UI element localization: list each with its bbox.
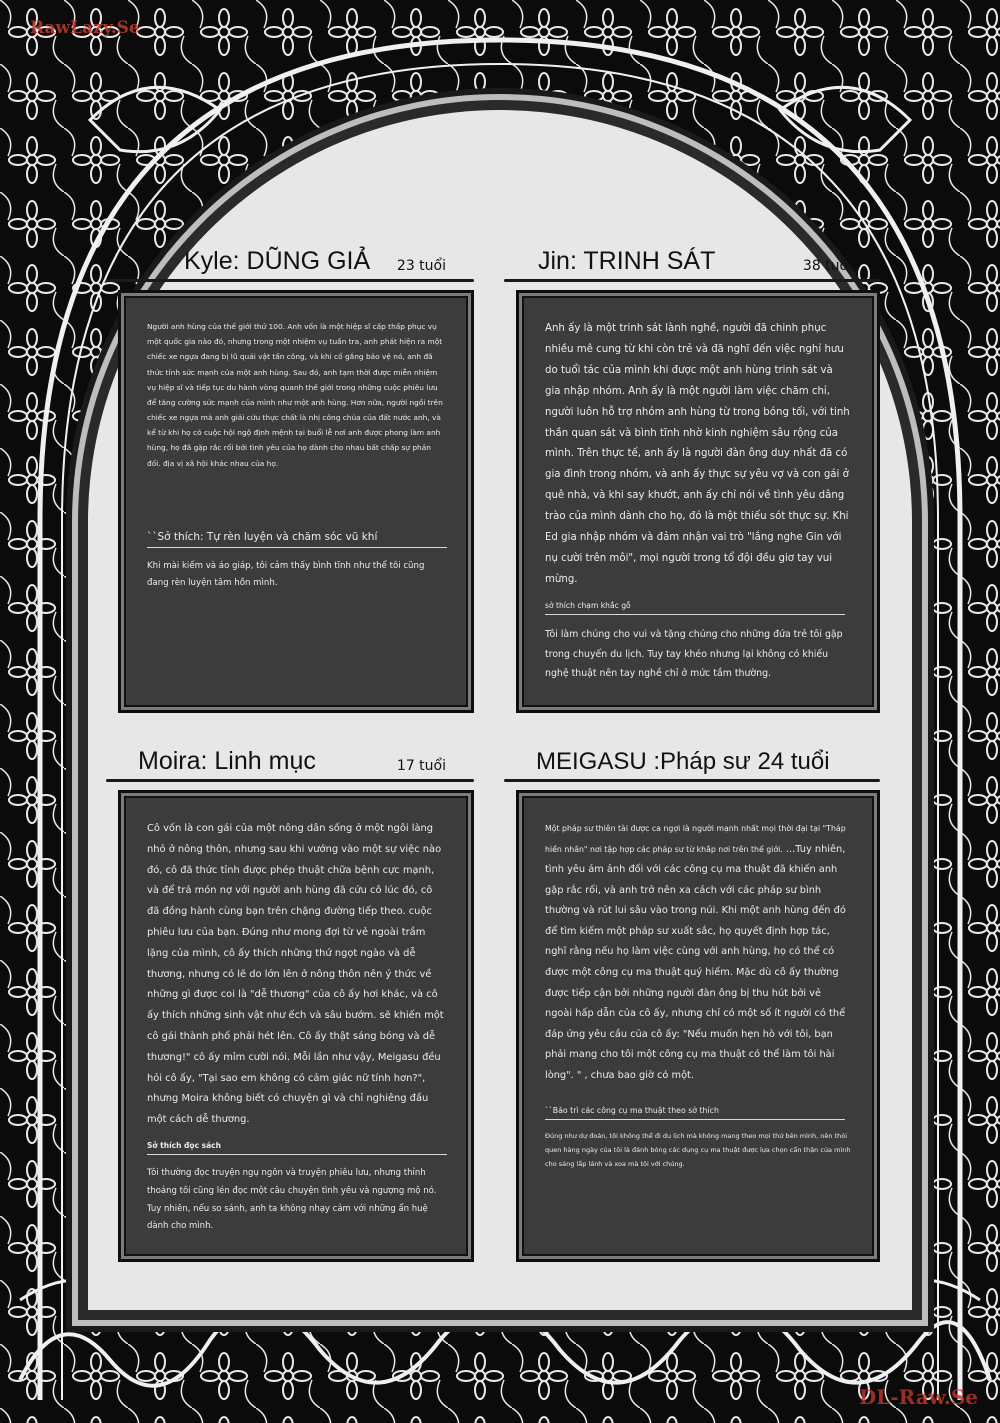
profile-panel — [118, 790, 474, 1262]
character-card-jin — [516, 238, 880, 713]
character-name: MEIGASU :Pháp sư 24 tuổi — [536, 748, 830, 775]
character-card-kyle — [118, 238, 474, 713]
character-story-intro: Một pháp sư thiên tài được ca ngợi là người mạnh nhất mọi thời đại tại "Tháp hiền nhân" nơi tập hợp các pháp sư từ khắp nơi trên thế giới. — [545, 824, 846, 854]
character-age: 23 tuổi — [396, 258, 446, 274]
hobby-text: Đúng như dự đoán, tôi không thể đi du lịch mà không mang theo mọi thứ bên mình, nên thói quen hàng ngày của tôi là đánh bóng các dụng cụ ma thuật được lựa chọn cẩn thận của mình cho sáng lấp lánh và xoa mà tôi với chúng. — [545, 1132, 851, 1168]
character-card-moira — [118, 738, 474, 1262]
character-name: Kyle: DŨNG GIẢ — [184, 247, 371, 275]
watermark-bottom: DL-Raw.Se — [858, 1385, 978, 1409]
character-story: ...Tuy nhiên, tình yêu ám ảnh đối với các công cụ ma thuật đã khiến anh gặp rắc rối, và anh trở nên xa cách với các pháp sư bình thường và rút lui sâu vào trong núi. Khi một anh hùng đến đó để tìm kiếm một pháp sư xuất sắc, họ quyết định hợp tác, nghĩ rằng nếu họ làm việc cùng với anh hùng, họ có thể có được một công cụ ma thuật quý hiếm. Mặc dù cô ấy thường được tiếp cận bởi những người đàn ông bị thu hút bởi vẻ ngoài hấp dẫn của cô ấy, nhưng chỉ có một số ít người có thể đáp ứng yêu cầu của cô ấy: "Nếu muốn hẹn hò với tôi, bạn phải mang cho tôi một công cụ ma thuật có thể làm tôi hài lòng". " , chưa bao giờ có một. — [545, 843, 846, 1081]
character-name: Jin: TRINH SÁT — [538, 247, 716, 275]
hobby-text: Tôi làm chúng cho vui và tặng chúng cho những đứa trẻ tôi gặp trong chuyến du lịch. Tuy tay khéo nhưng lại không có khiếu nghệ thuật nên tay nghề chỉ ở mức tầm thường. — [545, 628, 843, 680]
character-age: 17 tuổi — [396, 758, 446, 774]
character-story: Cô vốn là con gái của một nông dân sống ở một ngôi làng nhỏ ở nông thôn, nhưng sau khi vướng vào một sự việc nào đó, cô đã thức tỉnh được phép thuật chữa bệnh cực mạnh, và để trả món nợ với người anh hùng đã cứu cô lúc đó, cô đã đồng hành cùng bạn trên chặng đường tiếp theo. cuộc phiêu lưu của bạn. Đúng như mong đợi từ vẻ ngoài trầm lặng của mình, cô ấy thích những thứ ngọt ngào và dễ thương, nhưng có lẽ do lớn lên ở nông thôn nên ý thức về những gì được coi là "dễ thương" của cô ấy hơi khác, và cô ấy thích những sinh vật như ếch và sâu bướm. sẽ khiến một cô gái thành phố phải hét lên. Cô ấy thật sáng bóng và dễ thương!" cô ấy mỉm cười nói. Mỗi lần như vậy, Meigasu đều hỏi cô ấy, "Tại sao em không có cảm giác nữ tính hơn?", nhưng Moira không biết có chuyện gì và chỉ nghiêng đầu một cách dễ thương. — [147, 823, 444, 1126]
watermark-top: RawLazy.Se — [30, 18, 140, 38]
profile-panel — [118, 290, 474, 713]
character-age: 38 tuổi — [802, 258, 852, 274]
card-header — [118, 738, 474, 782]
hobby-title: ``Bảo trì các công cụ ma thuật theo sở thích — [545, 1106, 845, 1120]
header-divider — [504, 279, 880, 282]
character-story: Anh ấy là một trinh sát lành nghề, người đã chinh phục nhiều mê cung từ khi còn trẻ và đã nghĩ đến việc nghỉ hưu do tuổi tác của mình khi được một anh hùng trinh sát và gia nhập nhóm. Anh ấy là một người làm việc chăm chỉ, người luôn hỗ trợ nhóm anh hùng từ trong bóng tối, với tinh thần quan sát và bình tĩnh nhờ kinh nghiệm sâu rộng của mình. Trên thực tế, anh ấy là người đàn ông duy nhất đã có gia đình trong nhóm, và anh ấy thực sự yêu vợ và con gái ở quê nhà, và khi say khướt, anh ấy chỉ nói về tình yêu dâng trào của mình dành cho họ, đó là một thiếu sót thực sự. Khi Ed gia nhập nhóm và đảm nhận vai trò "lắng nghe Gin với nụ cười trên môi", mọi người trong tổ đội đều giơ tay vui mừng. — [545, 323, 850, 585]
header-divider — [504, 779, 880, 782]
hobby-title: Sở thích đọc sách — [147, 1141, 447, 1155]
card-header — [516, 238, 880, 282]
character-card-meigasu — [516, 738, 880, 1262]
header-divider — [106, 279, 474, 282]
hobby-title: sở thích chạm khắc gỗ — [545, 601, 845, 615]
hobby-text: Tôi thường đọc truyện ngụ ngôn và truyện phiêu lưu, nhưng thỉnh thoảng tôi cũng lén đọc một câu chuyện tình yêu và ngượng mộ nó. Tuy nhiên, nếu so sánh, anh ta không nhạy cảm với những ẩn huệ dành cho mình. — [147, 1167, 437, 1232]
hobby-text: Khi mài kiếm và áo giáp, tôi cảm thấy bình tĩnh như thể tôi cũng đang rèn luyện tâm hồn mình. — [147, 560, 425, 589]
card-header — [516, 738, 880, 782]
header-divider — [106, 779, 474, 782]
character-story-block — [545, 819, 851, 1086]
hobby-title: ``Sở thích: Tự rèn luyện và chăm sóc vũ khí — [147, 531, 447, 548]
character-name: Moira: Linh mục — [138, 747, 316, 775]
card-header — [118, 238, 474, 282]
profile-panel — [516, 290, 880, 713]
character-story: Người anh hùng của thế giới thứ 100. Anh vốn là một hiệp sĩ cấp thấp phục vụ một quốc gia nào đó, nhưng trong một nhiệm vụ tuần tra, anh phát hiện ra một chiếc xe ngựa đang bị lũ quái vật tấn công, và khi cố gắng bảo vệ nó, anh đã thức tỉnh sức mạnh của một anh hùng. Sau đó, anh tạm thời được miễn nhiệm vụ hiệp sĩ và tiếp tục du hành vòng quanh thế giới trong những cuộc phiêu lưu để tăng cường sức mạnh của mình như một anh hùng. Hơn nữa, người ngồi trên chiếc xe ngựa mà anh giải cứu thực chất là nhị công chúa của đất nước anh, và kể từ khi họ có cuộc hội ngộ định mệnh tại buổi lễ nơi anh được phong làm anh hùng, họ đã gặp rắc rối bởi tình yêu của họ dành cho nhau bất chấp sự phản đối. địa vị xã hội khác nhau của họ. — [147, 322, 443, 468]
profile-panel — [516, 790, 880, 1262]
